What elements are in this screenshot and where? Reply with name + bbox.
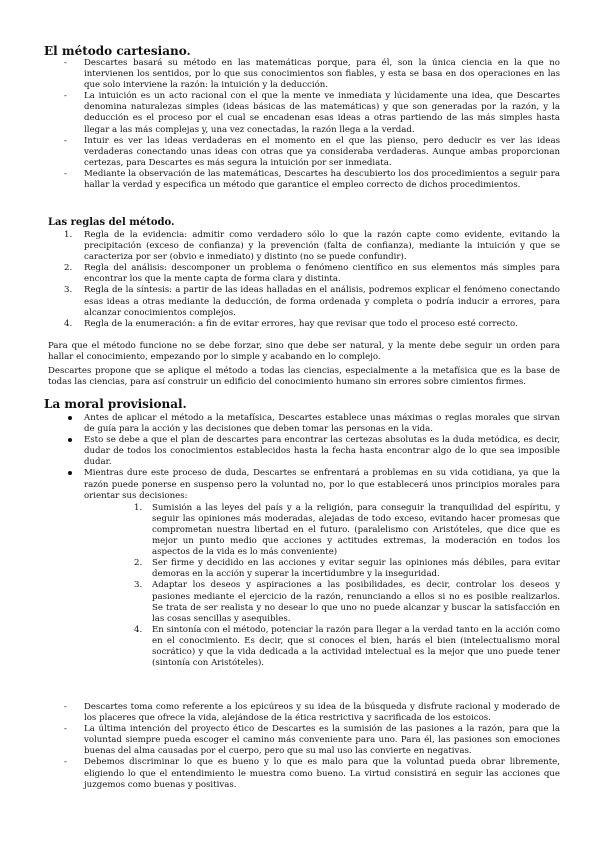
- section-title-reglas: Las reglas del método.: [48, 217, 175, 228]
- maxims-list: [84, 503, 560, 669]
- metodo-list: [48, 58, 560, 191]
- list-item: 3. Adaptar los deseos y aspiraciones a las posibilidades, es decir, controlar los deseos y pasiones mediante el ejercicio de la razón, renunciando a ellos si no es posible realizarlos. Se trata de ser realista y no desear lo que uno no puede alcanzar y buscar la satisfacción en las cosas sencillas y asequibles.: [134, 580, 560, 624]
- list-item: Mientras dure este proceso de duda, Descartes se enfrentará a problemas en su vida cotidiana, ya que la razón puede ponerse en suspenso pero la voluntad no, por lo que establecerá unos principios morales para orientar sus decisiones: 1. Sumisión a las leyes del país y a la religión, para conseguir la tranquilidad del espíritu, y seguir las opiniones más moderadas, alejadas de todo exceso, evitando hacer promesas que comprometan nuestra libertad en el futuro. (paralelismo con Aristóteles, que dice que es mejor un punto medio que acciones y actitudes extremas, la moderación en todos los aspectos de la vida es lo más conveniente) 2. Ser firme y decidido en las acciones y evitar seguir las opiniones más débiles, para evitar demoras en la acción y superar la incertidumbre y la inseguridad. 3. Adaptar los deseos y aspiraciones a las posibilidades, es decir, controlar los deseos y pasiones mediante el ejercicio de la razón, renunciando a ellos si no es posible realizarlos. Se trata de ser realista y no desear lo que uno no puede alcanzar y buscar la satisfacción en las cosas sencillas y asequibles. 4. En sintonía con el método, potenciar la razón para llegar a la verdad tanto en la acción como en el conocimiento. Es decir, que si conoces el bien, harás el bien (intelectualismo moral socrático) y que la vida dedicada a la actividad intelectual es la mejor que uno puede tener (sintonía con Aristóteles).: [48, 468, 560, 669]
- section-title-moral: La moral provisional.: [44, 397, 187, 411]
- moral-dash-list: [48, 702, 560, 791]
- list-item: 3. Regla de la síntesis: a partir de las ideas halladas en el análisis, podremos explicar el fenómeno conectando esas ideas a otras mediante la deducción, de forma ordenada y completa o podría inducir a errores, para alcanzar conocimientos complejos.: [64, 285, 560, 318]
- list-item: - Descartes basará su método en las matemáticas porque, para él, son la única ciencia en la que no intervienen los sentidos, por lo que sus conocimientos son fiables, y esta se basa en dos operaciones en las que solo interviene la razón: la intuición y la deducción.: [64, 58, 560, 91]
- reglas-list: [48, 230, 560, 330]
- list-item: - Descartes toma como referente a los epicúreos y su idea de la búsqueda y disfrute racional y moderado de los placeres que ofrece la vida, alejándose de la ética restrictiva y sacrificada de los estoicos.: [64, 702, 560, 724]
- list-item: - Mediante la observación de las matemáticas, Descartes ha descubierto los dos procedimientos a seguir para hallar la verdad y especifica un método que garantice el empleo correcto de dichos procedimientos.: [64, 168, 560, 191]
- list-item: 1. Sumisión a las leyes del país y a la religión, para conseguir la tranquilidad del espíritu, y seguir las opiniones más moderadas, alejadas de todo exceso, evitando hacer promesas que comprometan nuestra libertad en el futuro. (paralelismo con Aristóteles, que dice que es mejor un punto medio que acciones y actitudes extremas, la moderación en todos los aspectos de la vida es lo más conveniente): [134, 502, 560, 558]
- list-item: - La intuición es un acto racional con el que la mente ve inmediata y lúcidamente una idea, que Descartes denomina naturalezas simples (ideas básicas de las matemáticas) y que son generadas por la razón, y la deducción es el proceso por el cual se encadenan esas ideas a otras partiendo de las más simples hasta llegar a las más complejas y, una vez conectadas, la razón llega a la verdad.: [64, 91, 560, 135]
- list-item: 2. Regla del análisis: descomponer un problema o fenómeno científico en sus elementos más simples para encontrar los que la mente capta de forma clara y distinta.: [64, 263, 560, 285]
- bullet-icon: [68, 416, 72, 420]
- list-item: Esto se debe a que el plan de descartes para encontrar las certezas absolutas es la duda metódica, es decir, dudar de todos los conocimientos establecidos hasta la fecha hasta encontrar algo de lo que sea imposible dudar.: [48, 435, 560, 468]
- list-item: - Intuir es ver las ideas verdaderas en el momento en el que las pienso, pero deducir es ver las ideas verdaderas conectando unas ideas con otras que ya consideraba verdaderas. Aunque ambas proporcionan certezas, para Descartes es más segura la intuición por ser inmediata.: [64, 135, 560, 168]
- list-item: Antes de aplicar el método a la metafísica, Descartes establece unas máximas o reglas morales que sirvan de guía para la acción y las decisiones que deben tomar las personas en la vida.: [48, 413, 560, 435]
- bullet-icon: [68, 471, 72, 475]
- paragraph: Para que el método funcione no se debe forzar, sino que debe ser natural, y la mente debe seguir un orden para hallar el conocimiento, empezando por lo simple y acabando en lo complejo.: [48, 341, 560, 363]
- list-item: - La última intención del proyecto ético de Descartes es la sumisión de las pasiones a la razón, para que la voluntad siempre pueda escoger el camino más conveniente para uno. Para él, las pasiones son emociones buenas del alma causadas por el cuerpo, pero que su mal uso las convierte en negativas.: [64, 724, 560, 757]
- list-item: 4. Regla de la enumeración: a fin de evitar errores, hay que revisar que todo el proceso esté correcto.: [64, 318, 518, 329]
- bullet-icon: [68, 438, 72, 442]
- list-item: 1. Regla de la evidencia: admitir como verdadero sólo lo que la razón capte como evidente, evitando la precipitación (exceso de confianza) y la prevención (falta de confianza), mediante la intuición y que se caracteriza por ser (obvio e inmediato) y distinto (no se puede confundir).: [64, 230, 560, 263]
- paragraph: Descartes propone que se aplique el método a todas las ciencias, especialmente a la metafísica que es la base de todas las ciencias, para así construir un edificio del conocimiento humano sin errores sobre cimientos firmes.: [48, 366, 560, 388]
- list-item: 2. Ser firme y decidido en las acciones y evitar seguir las opiniones más débiles, para evitar demoras en la acción y superar la incertidumbre y la inseguridad.: [134, 558, 560, 580]
- list-item: 4. En sintonía con el método, potenciar la razón para llegar a la verdad tanto en la acción como en el conocimiento. Es decir, que si conoces el bien, harás el bien (intelectualismo moral socrático) y que la vida dedicada a la actividad intelectual es la mejor que uno puede tener (sintonía con Aristóteles).: [134, 624, 560, 669]
- moral-bullet-list: [48, 413, 560, 669]
- list-item: - Debemos discriminar lo que es bueno y lo que es malo para que la voluntad pueda obrar libremente, eligiendo lo que el entendimiento le muestra como bueno. La virtud consistirá en seguir las acciones que juzgemos como buenas y positivas.: [64, 757, 560, 790]
- section-title-metodo: El método cartesiano.: [44, 44, 191, 58]
